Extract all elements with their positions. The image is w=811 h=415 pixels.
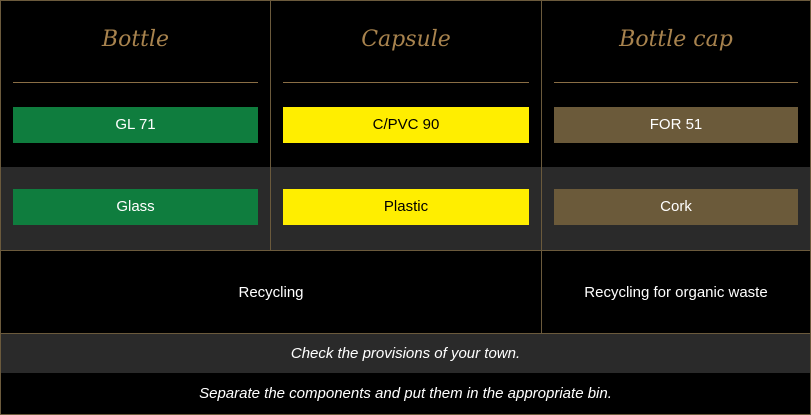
code-badge-capsule: C/PVC 90 [283, 107, 529, 143]
bin-cell-organic [541, 251, 810, 333]
column-title-bottle: Bottle [101, 27, 170, 52]
material-badge-plastic: Plastic [283, 189, 529, 225]
bin-row [1, 250, 810, 333]
column-capsule [270, 1, 541, 167]
material-row [1, 167, 810, 250]
column-bottle-cap [541, 1, 810, 167]
material-cell-capsule [270, 167, 541, 250]
material-cell-bottle-cap [541, 167, 810, 250]
note-separate: Separate the components and put them in the appropriate bin. [199, 385, 612, 402]
note-row-provisions [1, 333, 810, 373]
code-badge-bottle: GL 71 [13, 107, 258, 143]
title-divider [283, 82, 529, 83]
bin-cell-recycling [1, 251, 541, 333]
code-badge-bottle-cap: FOR 51 [554, 107, 798, 143]
material-cell-bottle [1, 167, 270, 250]
title-divider [554, 82, 798, 83]
header-row [1, 1, 810, 167]
column-bottle [1, 1, 270, 167]
bin-label-recycling: Recycling [238, 283, 304, 301]
material-badge-cork: Cork [554, 189, 798, 225]
note-provisions: Check the provisions of your town. [290, 345, 521, 362]
column-title-capsule: Capsule [361, 27, 451, 52]
bin-label-organic: Recycling for organic waste [584, 283, 768, 301]
column-title-bottle-cap: Bottle cap [619, 27, 733, 52]
title-divider [13, 82, 258, 83]
note-row-separate [1, 373, 810, 414]
material-badge-glass: Glass [13, 189, 258, 225]
